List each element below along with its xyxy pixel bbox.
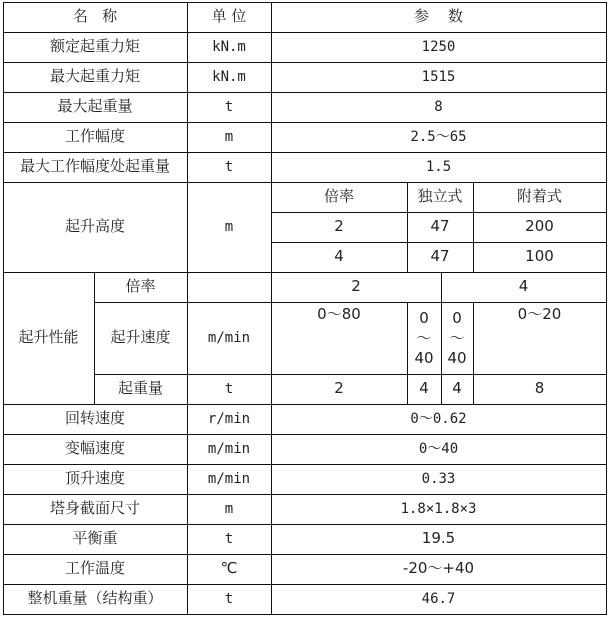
header-unit: 单 位 [211,7,247,26]
row-value: 0～0.62 [410,410,467,427]
lift-weight-value: 4 [419,379,429,398]
lift-weight-unit: t [224,380,234,397]
row-name: 最大起重力矩 [49,67,140,86]
lift-speed-value: 0～20 [517,305,562,324]
speed-text: ～ [449,328,465,347]
lift-height-ratio: 4 [334,247,344,266]
row-value: 1515 [421,68,456,85]
row-unit: m/min [207,470,251,487]
row-value: 1250 [421,38,456,55]
row-name: 工作幅度 [64,127,125,146]
row-name: 顶升速度 [64,469,125,488]
row-value: 0.33 [421,470,456,487]
row-name: 工作温度 [64,559,125,578]
lift-height-attached: 100 [525,247,554,266]
lift-weight-value: 2 [334,379,344,398]
grid-line [3,614,607,615]
header-param: 参 数 [413,7,464,26]
lift-speed-value: 0～80 [317,305,361,324]
lift-height-label: 起升高度 [64,217,125,236]
speed-text: 0 [419,308,429,327]
lift-height-ratio: 2 [334,217,344,236]
row-name: 额定起重力矩 [49,37,140,56]
lift-weight-value: 4 [452,379,462,398]
row-value: 1.5 [425,158,452,175]
row-unit: t [224,590,234,607]
lift-height-attached-header: 附着式 [516,187,562,206]
lift-perf-ratio-2: 2 [351,277,361,296]
speed-text: ～ [416,328,432,347]
row-unit: t [224,98,234,115]
row-unit: kN.m [212,38,246,55]
lift-height-free: 47 [430,247,450,266]
lift-speed-value [407,304,441,372]
lift-weight-value: 8 [534,379,545,398]
speed-text: 40 [414,349,434,368]
row-unit: r/min [207,410,251,427]
row-unit: m [224,500,234,517]
row-name: 回转速度 [64,409,125,428]
row-value: -20～+40 [402,559,475,578]
lift-perf-ratio-label: 倍率 [125,277,156,296]
lift-speed-label: 起升速度 [110,328,171,347]
row-name: 平衡重 [72,529,118,548]
speed-text: 40 [447,349,467,368]
row-value: 46.7 [421,590,456,607]
row-name: 塔身截面尺寸 [49,499,140,518]
row-name: 变幅速度 [64,439,125,458]
header-name: 名 称 [72,7,118,26]
lift-height-attached: 200 [525,217,554,236]
row-name: 最大工作幅度处起重量 [19,157,170,176]
row-unit: m [224,128,234,145]
lift-height-free-header: 独立式 [417,187,463,206]
speed-text: 0 [452,308,462,327]
row-value: 19.5 [421,529,456,548]
lift-speed-unit: m/min [207,329,251,346]
row-unit: kN.m [212,68,246,85]
lift-height-unit: m [224,218,234,235]
row-value: 1.8×1.8×3 [400,500,477,517]
row-unit: t [224,530,234,547]
row-unit: m/min [207,440,251,457]
lift-height-ratio-header: 倍率 [323,187,354,206]
row-unit: ℃ [220,559,238,578]
row-value: 2.5～65 [410,128,467,145]
row-value: 8 [434,98,443,115]
lift-perf-label: 起升性能 [18,328,79,347]
row-name: 最大起重量 [57,97,133,116]
row-name: 整机重量（结构重） [27,589,163,608]
lift-perf-ratio-4: 4 [518,277,529,296]
lift-speed-value [441,304,473,372]
lift-weight-label: 起重量 [117,379,163,398]
row-value: 0～40 [418,440,459,457]
lift-height-free: 47 [430,217,450,236]
row-unit: t [224,158,234,175]
